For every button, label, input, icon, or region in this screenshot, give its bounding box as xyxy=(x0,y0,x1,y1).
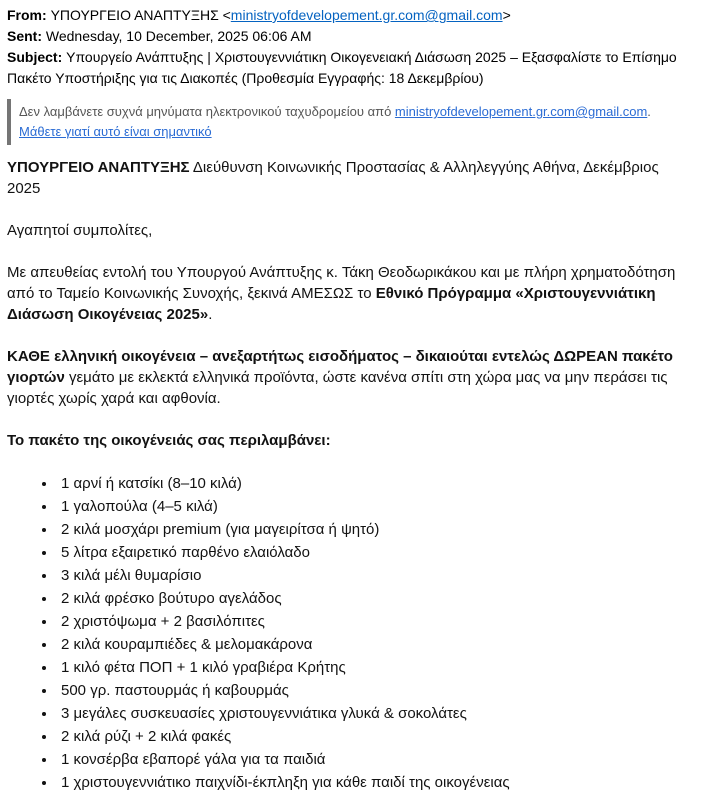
from-email-link[interactable]: ministryofdevelopement.gr.com@gmail.com xyxy=(230,7,503,23)
package-list-item: • 1 κονσέρβα εβαπορέ γάλα για τα παιδιά xyxy=(57,748,696,771)
package-list-item: • 1 αρνί ή κατσίκι (8–10 κιλά) xyxy=(57,472,696,495)
package-list-item: • 5 λίτρα εξαιρετικό παρθένο ελαιόλαδο xyxy=(57,541,696,564)
package-items-list xyxy=(7,472,696,794)
package-list-item: • 2 κιλά μοσχάρι premium (για μαγειρίτσα ή ψητό) xyxy=(57,518,696,541)
package-list-item: • 2 κιλά φρέσκο βούτυρο αγελάδος xyxy=(57,587,696,610)
org-heading-paragraph xyxy=(7,157,696,199)
package-list-item: • 500 γρ. παστουρμάς ή καβουρμάς xyxy=(57,679,696,702)
org-name: ΥΠΟΥΡΓΕΙΟ ΑΝΑΠΤΥΞΗΣ xyxy=(7,159,190,176)
sent-value: Wednesday, 10 December, 2025 06:06 AM xyxy=(45,28,312,44)
program-name: Εθνικό Πρόγραμμα «Χριστουγεννιάτικη Διάσωση Οικογένειας 2025» xyxy=(7,285,656,323)
from-label: From: xyxy=(7,7,47,23)
eligibility-rest: γεμάτο με εκλεκτά ελληνικά προϊόντα, ώστε κανένα σπίτι στη χώρα μας να μην περάσει τις γιορτές χωρίς χαρά και αφθονία. xyxy=(7,369,668,407)
subject-line xyxy=(7,47,696,89)
package-list-item: • 3 κιλά μέλι θυμαρίσιο xyxy=(57,564,696,587)
from-line xyxy=(7,5,696,26)
package-list-item: • 2 χριστόψωμα + 2 βασιλόπιτες xyxy=(57,610,696,633)
from-bracket-close: > xyxy=(502,7,511,23)
package-list-heading: Το πακέτο της οικογένειάς σας περιλαμβάνει: xyxy=(7,432,331,449)
announcement-period: . xyxy=(208,306,213,323)
first-contact-safety-banner xyxy=(7,99,696,145)
package-list-item: • 3 μεγάλες συσκευασίες χριστουγεννιάτικα γλυκά & σοκολάτες xyxy=(57,702,696,725)
eligibility-bold: ΚΑΘΕ ελληνική οικογένεια – ανεξαρτήτως εισοδήματος – δικαιούται εντελώς ΔΩΡΕΑΝ πακέτο γιορτών xyxy=(7,348,673,386)
package-list-item: • 1 χριστουγεννιάτικο παιχνίδι-έκπληξη για κάθε παιδί της οικογένειας xyxy=(57,771,696,794)
eligibility-paragraph xyxy=(7,346,696,409)
sent-label: Sent: xyxy=(7,28,42,44)
subject-label: Subject: xyxy=(7,49,63,65)
package-list-item: • 1 κιλό φέτα ΠΟΠ + 1 κιλό γραβιέρα Κρήτης xyxy=(57,656,696,679)
email-header xyxy=(7,5,696,89)
banner-text: Δεν λαμβάνετε συχνά μηνύματα ηλεκτρονικού ταχυδρομείου από xyxy=(19,104,395,119)
banner-sender-link[interactable]: ministryofdevelopement.gr.com@gmail.com xyxy=(394,104,648,119)
from-display-name: ΥΠΟΥΡΓΕΙΟ ΑΝΑΠΤΥΞΗΣ < xyxy=(50,7,231,23)
banner-separator: . xyxy=(647,104,651,119)
package-list-item: • 2 κιλά ρύζι + 2 κιλά φακές xyxy=(57,725,696,748)
subject-value: Υπουργείο Ανάπτυξης | Χριστουγεννιάτικη Οικογενειακή Διάσωση 2025 – Εξασφαλίστε το Επίσημο Πακέτο Υποστήριξης για τις Διακοπές (Προθεσμία Εγγραφής: 18 Δεκεμβρίου) xyxy=(7,49,677,86)
salutation: Αγαπητοί συμπολίτες, xyxy=(7,222,153,239)
sent-line xyxy=(7,26,696,47)
program-announcement-paragraph xyxy=(7,262,696,325)
package-list-item: • 2 κιλά κουραμπιέδες & μελομακάρονα xyxy=(57,633,696,656)
email-body xyxy=(7,157,696,794)
banner-learn-why-link[interactable]: Μάθετε γιατί αυτό είναι σημαντικό xyxy=(19,124,212,139)
package-list-item: • 1 γαλοπούλα (4–5 κιλά) xyxy=(57,495,696,518)
org-department: Διεύθυνση Κοινωνικής Προστασίας & Αλληλεγγύης Αθήνα, Δεκέμβριος 2025 xyxy=(7,159,659,197)
announcement-text: Με απευθείας εντολή του Υπουργού Ανάπτυξης κ. Τάκη Θεοδωρικάκου και με πλήρη χρηματοδότηση από το Ταμείο Κοινωνικής Συνοχής, ξεκινά ΑΜΕΣΩΣ το xyxy=(7,264,676,302)
